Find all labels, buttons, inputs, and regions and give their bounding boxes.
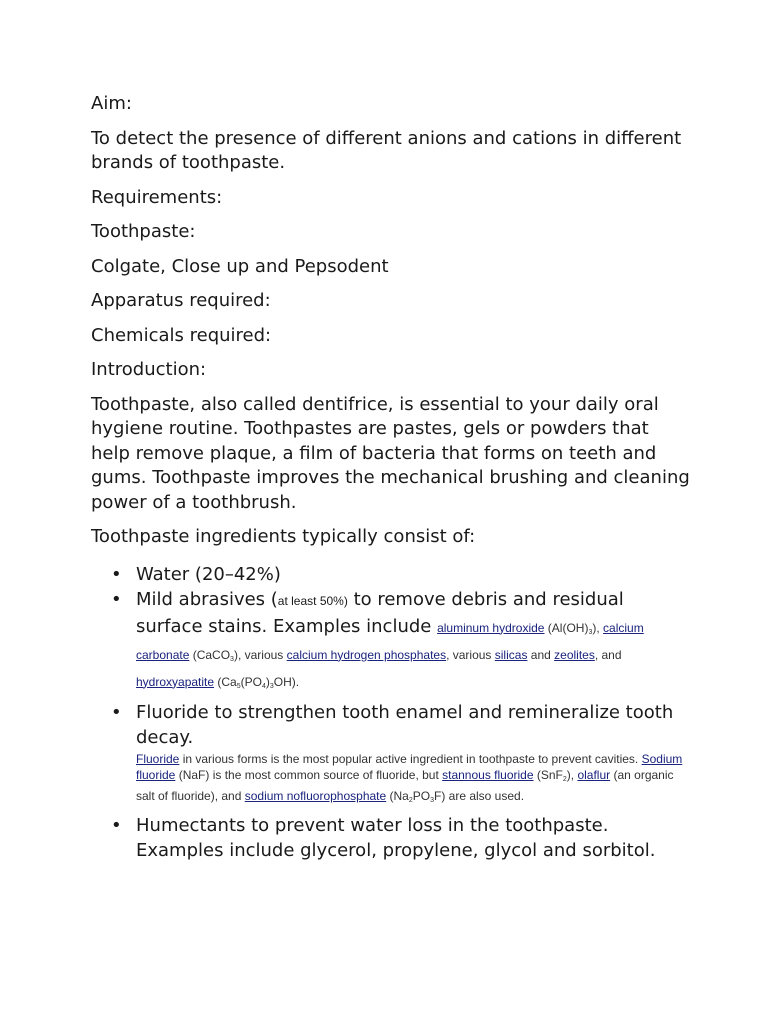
abrasives-t8: (Ca	[214, 674, 237, 689]
link-calcium-carbonate[interactable]: calcium carbonate	[136, 620, 644, 662]
subscript: 4	[261, 682, 266, 690]
link-silicas[interactable]: silicas	[494, 647, 528, 662]
bullet-icon: •	[111, 814, 122, 836]
abrasives-t1: (Al(OH)	[544, 620, 589, 635]
abrasives-t10: )	[265, 674, 270, 689]
list-item-humectants	[91, 813, 691, 863]
chemicals-heading: Chemicals required:	[91, 324, 272, 346]
subscript: 2	[562, 775, 567, 783]
fluoride-note	[136, 751, 691, 809]
abrasives-t6: and	[527, 647, 555, 662]
link-sodium-monofluorophosphate[interactable]: sodium nofluorophosphate	[244, 788, 387, 803]
apparatus-heading: Apparatus required:	[91, 290, 271, 311]
introduction-heading: Introduction:	[91, 359, 207, 380]
humectants-text: Humectants to prevent water loss in the toothpaste. Examples include glycerol, propylene, glycol and sorbitol.	[136, 814, 656, 861]
link-sodium-fluoride[interactable]: Sodium fluoride	[136, 751, 683, 782]
bullet-icon: •	[111, 701, 122, 723]
abrasives-rest: to remove debris and residual surface stains. Examples include	[136, 588, 624, 637]
bullet-icon: •	[111, 563, 122, 585]
fluoride-t6: (Na	[386, 788, 409, 803]
subscript: 3	[230, 655, 234, 663]
link-calcium-hydrogen-phosphates[interactable]: calcium hydrogen phosphates	[286, 647, 447, 662]
toothpaste-heading: Toothpaste:	[91, 221, 196, 242]
fluoride-t7: PO	[412, 788, 431, 803]
list-item-fluoride	[91, 700, 691, 809]
abrasives-t4: ), various	[233, 647, 287, 662]
link-fluoride[interactable]: Fluoride	[136, 751, 180, 766]
subscript: 2	[408, 796, 413, 804]
link-zeolites[interactable]: zeolites	[554, 647, 595, 662]
fluoride-t2: (NaF) is the most common source of fluoride, but	[175, 767, 443, 782]
fluoride-t3: (SnF	[533, 767, 563, 782]
fluoride-t5: (an organic salt of fluoride), and	[136, 767, 674, 803]
toothpaste-brands: Colgate, Close up and Pepsodent	[91, 255, 389, 277]
link-hydroxyapatite[interactable]: hydroxyapatite	[136, 674, 215, 689]
subscript: 3	[430, 796, 434, 804]
water-text: Water (20–42%)	[136, 563, 281, 585]
aim-heading: Aim:	[91, 93, 132, 114]
abrasives-lead: Mild abrasives (	[136, 588, 278, 610]
ingredients-intro: Toothpaste ingredients typically consist of:	[91, 526, 476, 547]
abrasives-t9: (PO	[240, 674, 262, 689]
abrasives-qualifier: at least 50%)	[277, 593, 348, 608]
list-item-abrasives	[91, 587, 691, 695]
list-item-water	[91, 562, 691, 587]
abrasives-t7: , and	[594, 647, 622, 662]
fluoride-lead: Fluoride to strengthen tooth enamel and remineralize tooth decay.	[136, 701, 674, 748]
link-aluminum-hydroxide[interactable]: aluminum hydroxide	[437, 620, 545, 635]
subscript: 3	[269, 682, 274, 690]
requirements-heading: Requirements:	[91, 186, 223, 208]
abrasives-t5: , various	[446, 647, 495, 662]
subscript: 3	[588, 628, 593, 636]
abrasives-t3: (CaCO	[189, 647, 231, 662]
ingredients-list	[91, 562, 691, 863]
abrasives-t11: OH).	[273, 674, 300, 689]
introduction-text: Toothpaste, also called dentifrice, is essential to your daily oral hygiene routine. Toothpastes are pastes, gels or powders that help remove plaque, a film of bacteria that forms on teeth and gums. Toothpaste improves the mechanical brushing and cleaning power of a toothbrush.	[91, 393, 690, 513]
fluoride-t8: F) are also used.	[434, 788, 525, 803]
document-page	[91, 92, 691, 863]
abrasives-t2: ),	[592, 620, 604, 635]
fluoride-t4: ),	[566, 767, 578, 782]
link-olaflur[interactable]: olaflur	[577, 767, 611, 782]
bullet-icon: •	[111, 588, 122, 610]
link-stannous-fluoride[interactable]: stannous fluoride	[442, 767, 534, 782]
aim-text: To detect the presence of different anions and cations in different brands of toothpaste.	[91, 127, 682, 173]
fluoride-t1: in various forms is the most popular active ingredient in toothpaste to prevent cavities.	[179, 751, 642, 766]
subscript: 5	[236, 682, 241, 690]
